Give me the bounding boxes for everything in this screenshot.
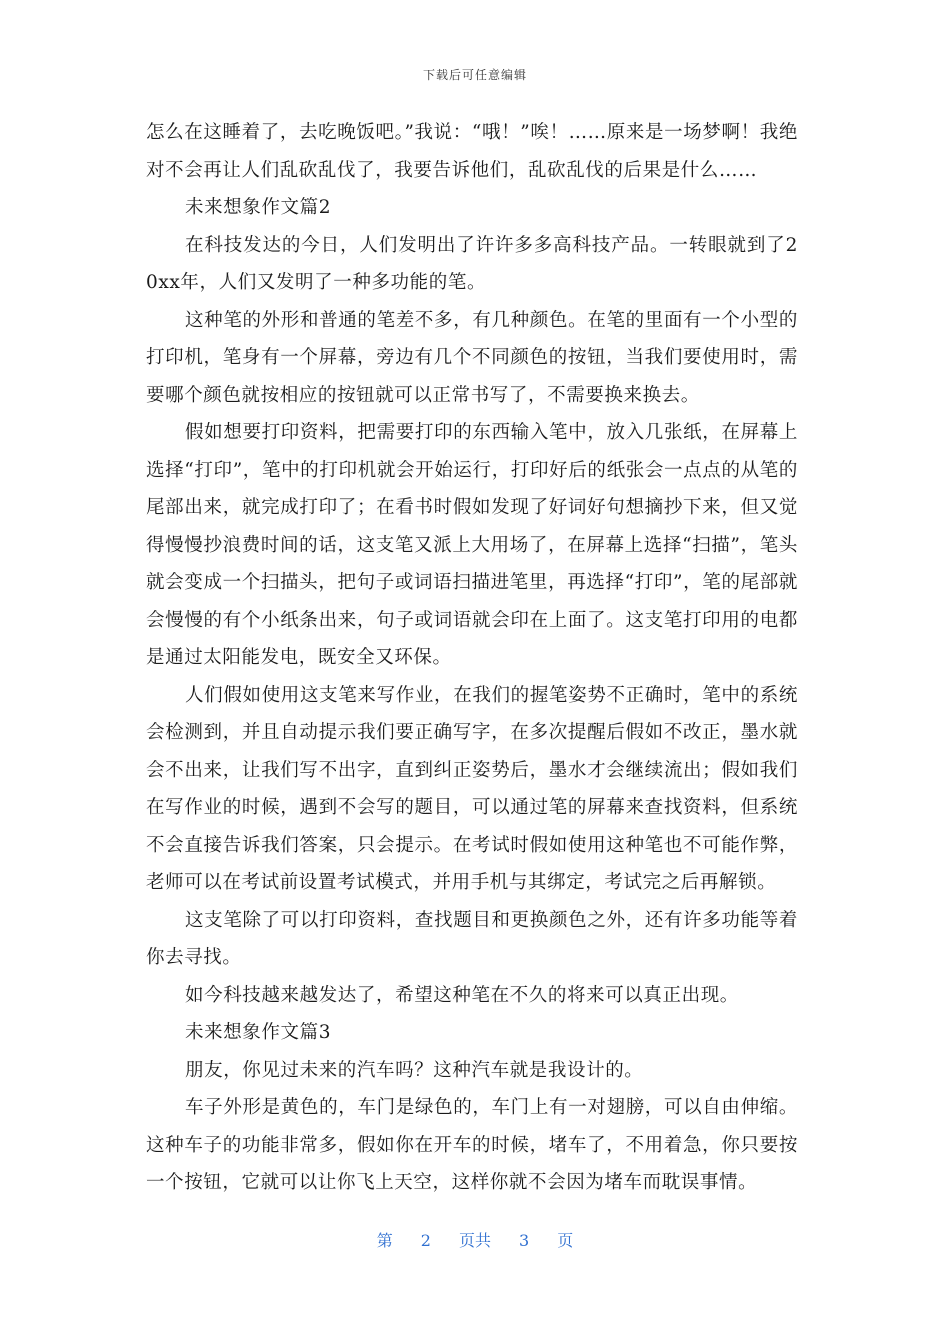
page-label: 第 [376,1231,393,1250]
paragraph: 车子外形是黄色的，车门是绿色的，车门上有一对翅膀，可以自由伸缩。这种车子的功能非常多，假如你在开车的时候，堵车了，不用着急，你只要按一个按钮，它就可以让你飞上天空，这样你就不会因为堵车而耽误事情。 [146,1097,798,1193]
paragraph: 朋友，你见过未来的汽车吗？这种汽车就是我设计的。 [185,1059,644,1081]
page-header: 下载后可任意编辑 [422,68,527,82]
paragraph: 如今科技越来越发达了，希望这种笔在不久的将来可以真正出现。 [185,984,739,1006]
document-body [146,114,798,1202]
paragraph: 这支笔除了可以打印资料，查找题目和更换颜色之外，还有许多功能等着你去寻找。 [146,909,798,968]
section-heading: 未来想象作文篇3 [185,1022,332,1043]
page-number: 2 [420,1231,431,1250]
page-suffix: 页 [557,1231,574,1250]
paragraph: 怎么在这睡着了，去吃晚饭吧。”我说：“哦！”唉！……原来是一场梦啊！我绝对不会再让人们乱砍乱伐了，我要告诉他们，乱砍乱伐的后果是什么…… [146,122,798,181]
total-label: 页共 [458,1231,491,1250]
paragraph: 这种笔的外形和普通的笔差不多，有几种颜色。在笔的里面有一个小型的打印机，笔身有一个屏幕，旁边有几个不同颜色的按钮，当我们要使用时，需要哪个颜色就按相应的按钮就可以正常书写了，不需要换来换去。 [146,309,798,406]
section-heading: 未来想象作文篇2 [185,197,332,218]
paragraph: 人们假如使用这支笔来写作业，在我们的握笔姿势不正确时，笔中的系统会检测到，并且自动提示我们要正确写字，在多次提醒后假如不改正，墨水就会不出来，让我们写不出字，直到纠正姿势后，墨水才会继续流出；假如我们在写作业的时候，遇到不会写的题目，可以通过笔的屏幕来查找资料，但系统不会直接告诉我们答案，只会提示。在考试时假如使用这种笔也不可能作弊，老师可以在考试前设置考试模式，并用手机与其绑定，考试完之后再解锁。 [146,684,798,893]
page-footer [0,1228,950,1251]
total-pages: 3 [519,1231,530,1250]
paragraph: 在科技发达的今日，人们发明出了许许多多高科技产品。一转眼就到了20xx年，人们又发明了一种多功能的笔。 [146,234,798,293]
paragraph: 假如想要打印资料，把需要打印的东西输入笔中，放入几张纸，在屏幕上选择“打印”，笔中的打印机就会开始运行，打印好后的纸张会一点点的从笔的尾部出来，就完成打印了；在看书时假如发现了好词好句想摘抄下来，但又觉得慢慢抄浪费时间的话，这支笔又派上大用场了，在屏幕上选择“扫描”，笔头就会变成一个扫描头，把句子或词语扫描进笔里，再选择“打印”，笔的尾部就会慢慢的有个小纸条出来，句子或词语就会印在上面了。这支笔打印用的电都是通过太阳能发电，既安全又环保。 [146,422,798,668]
